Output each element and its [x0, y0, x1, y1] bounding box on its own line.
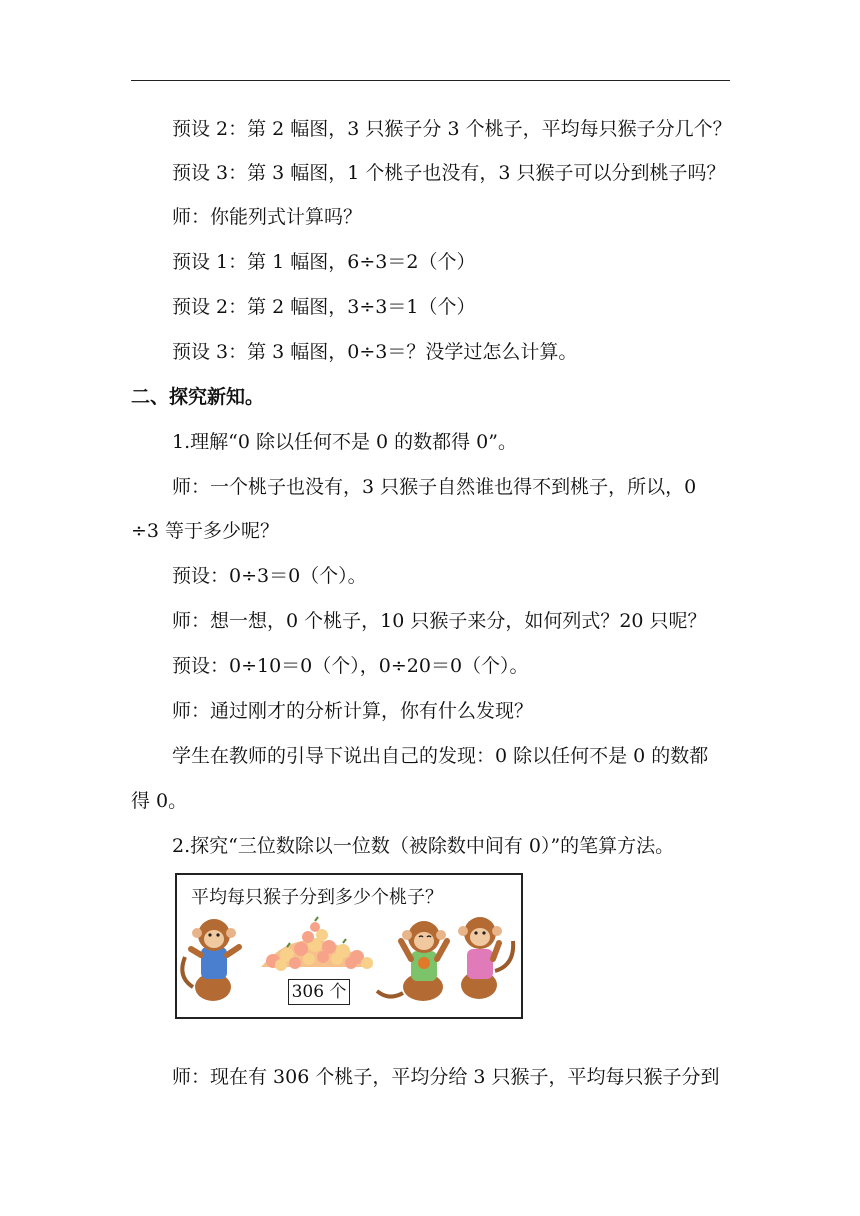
- paragraph-line: 师：一个桃子也没有，3 只猴子自然谁也得不到桃子，所以，0: [172, 476, 697, 498]
- header-rule: [131, 80, 730, 81]
- paragraph-line: 2.探究“三位数除以一位数（被除数中间有 0）”的笔算方法。: [172, 835, 675, 857]
- peach-count-label: 306 个: [288, 979, 350, 1005]
- paragraph-line: 预设 2：第 2 幅图，3÷3＝1（个）: [172, 296, 476, 318]
- paragraph-line: 1.理解“0 除以任何不是 0 的数都得 0”。: [172, 431, 517, 453]
- paragraph-line: 预设 3：第 3 幅图，0÷3＝？没学过怎么计算。: [172, 341, 578, 363]
- middle-monkey-icon: [377, 921, 447, 1001]
- figure-caption: 平均每只猴子分到多少个桃子？: [191, 887, 443, 908]
- section-heading: 二、探究新知。: [131, 386, 265, 408]
- paragraph-line: 师：现在有 306 个桃子，平均分给 3 只猴子，平均每只猴子分到: [172, 1066, 720, 1088]
- paragraph-line: 得 0。: [131, 790, 188, 812]
- paragraph-line: 预设 1：第 1 幅图，6÷3＝2（个）: [172, 251, 476, 273]
- paragraph-line: 师：你能列式计算吗？: [172, 206, 363, 228]
- paragraph-line: 预设 2：第 2 幅图，3 只猴子分 3 个桃子，平均每只猴子分几个？: [172, 118, 732, 140]
- peach-pile-icon: [261, 917, 373, 971]
- paragraph-line: 学生在教师的引导下说出自己的发现：0 除以任何不是 0 的数都: [172, 745, 709, 767]
- paragraph-line: 师：通过刚才的分析计算，你有什么发现？: [172, 700, 534, 722]
- right-monkey-icon: [458, 917, 513, 999]
- paragraph-line: 师：想一想，0 个桃子，10 只猴子来分，如何列式？20 只呢？: [172, 610, 707, 632]
- paragraph-line: 预设：0÷3＝0（个）。: [172, 565, 367, 587]
- left-monkey-icon: [182, 919, 239, 1001]
- monkey-peach-figure: [175, 873, 523, 1019]
- paragraph-line: 预设 3：第 3 幅图，1 个桃子也没有，3 只猴子可以分到桃子吗？: [172, 162, 726, 184]
- paragraph-line: 预设：0÷10＝0（个），0÷20＝0（个）。: [172, 655, 529, 677]
- paragraph-line: ÷3 等于多少呢？: [131, 520, 280, 542]
